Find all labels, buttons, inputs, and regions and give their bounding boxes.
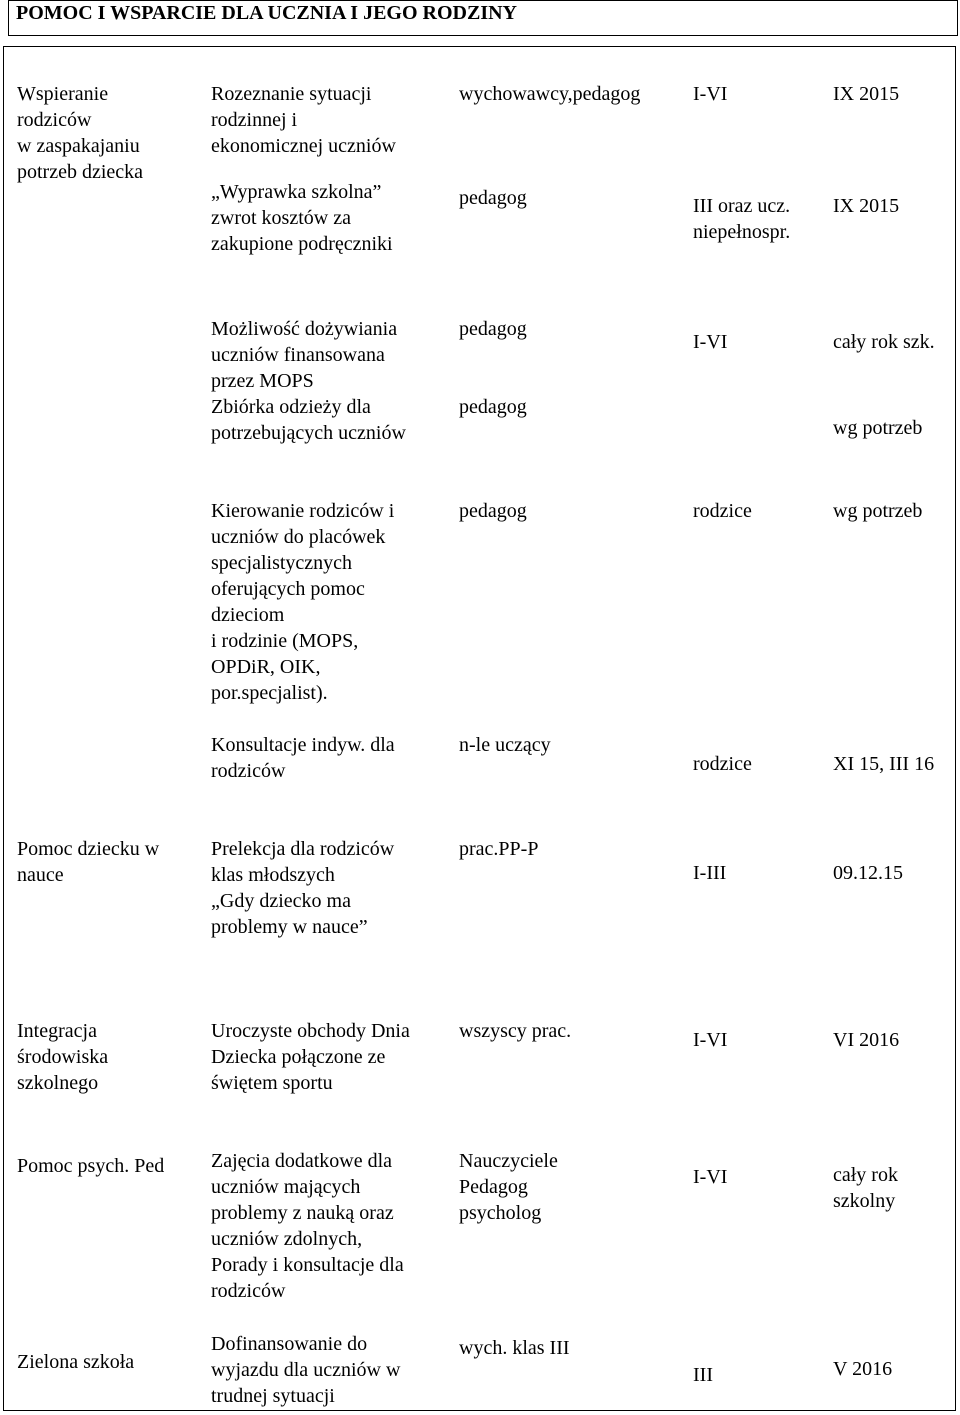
date-cell: 09.12.15	[833, 862, 903, 884]
responsible-cell: wszyscy prac.	[459, 1020, 572, 1042]
recipients-cell: I-VI	[693, 331, 728, 353]
date-cell: IX 2015	[833, 195, 900, 217]
area-cell: Zielona szkoła	[17, 1351, 135, 1373]
task-cell: Prelekcja dla rodziców klas młodszych „Gdy dziecko ma problemy w nauce”	[211, 838, 395, 938]
activities-table	[3, 46, 956, 1411]
responsible-cell: wych. klas III	[459, 1337, 570, 1359]
recipients-cell: III oraz ucz. niepełnospr.	[693, 195, 791, 243]
task-cell: Rozeznanie sytuacji rodzinnej i ekonomicznej uczniów	[211, 83, 396, 157]
date-cell: IX 2015	[833, 83, 900, 105]
recipients-cell: I-III	[693, 862, 727, 884]
recipients-cell: rodzice	[693, 500, 752, 522]
task-cell: Dofinansowanie do wyjazdu dla uczniów w trudnej sytuacji	[211, 1333, 401, 1407]
date-cell: wg potrzeb	[833, 500, 923, 522]
area-cell: Pomoc psych. Ped	[17, 1155, 165, 1177]
responsible-cell: wychowawcy,pedagog	[459, 83, 641, 105]
area-cell: Wspieranie rodziców w zaspakajaniu potrzeb dziecka	[17, 83, 144, 183]
date-cell: V 2016	[833, 1358, 893, 1380]
responsible-cell: pedagog	[459, 318, 527, 340]
area-cell: Pomoc dziecku w nauce	[17, 838, 160, 886]
task-cell: Zajęcia dodatkowe dla uczniów mających problemy z nauką oraz uczniów zdolnych, Porady i konsultacje dla rodziców	[211, 1150, 404, 1302]
recipients-cell: rodzice	[693, 753, 752, 775]
area-cell: Integracja środowiska szkolnego	[17, 1020, 109, 1094]
task-cell: „Wyprawka szkolna” zwrot kosztów za zakupione podręczniki	[211, 181, 393, 255]
responsible-cell: pedagog	[459, 396, 527, 418]
recipients-cell: I-VI	[693, 83, 728, 105]
task-cell: Uroczyste obchody Dnia Dziecka połączone ze świętem sportu	[211, 1020, 410, 1094]
task-cell: Możliwość dożywiania uczniów finansowana przez MOPS Zbiórka odzieży dla potrzebujących uczniów	[211, 318, 406, 444]
date-cell: VI 2016	[833, 1029, 900, 1051]
responsible-cell: pedagog	[459, 500, 527, 522]
date-cell: wg potrzeb	[833, 417, 923, 439]
responsible-cell: n-le uczący	[459, 734, 551, 756]
task-cell: Konsultacje indyw. dla rodziców	[211, 734, 395, 782]
responsible-cell: Nauczyciele Pedagog psycholog	[459, 1150, 558, 1224]
page-title: POMOC I WSPARCIE DLA UCZNIA I JEGO RODZINY	[16, 2, 517, 24]
responsible-cell: pedagog	[459, 187, 527, 209]
date-cell: cały rok szkolny	[833, 1164, 898, 1212]
task-cell: Kierowanie rodziców i uczniów do placówek specjalistycznych oferujących pomoc dzieciom i rodzinie (MOPS, OPDiR, OIK, por.specjalist).	[211, 500, 395, 704]
date-cell: XI 15, III 16	[833, 753, 935, 775]
recipients-cell: III	[693, 1364, 713, 1386]
recipients-cell: I-VI	[693, 1166, 728, 1188]
responsible-cell: prac.PP-P	[459, 838, 539, 860]
recipients-cell: I-VI	[693, 1029, 728, 1051]
date-cell: cały rok szk.	[833, 331, 935, 353]
